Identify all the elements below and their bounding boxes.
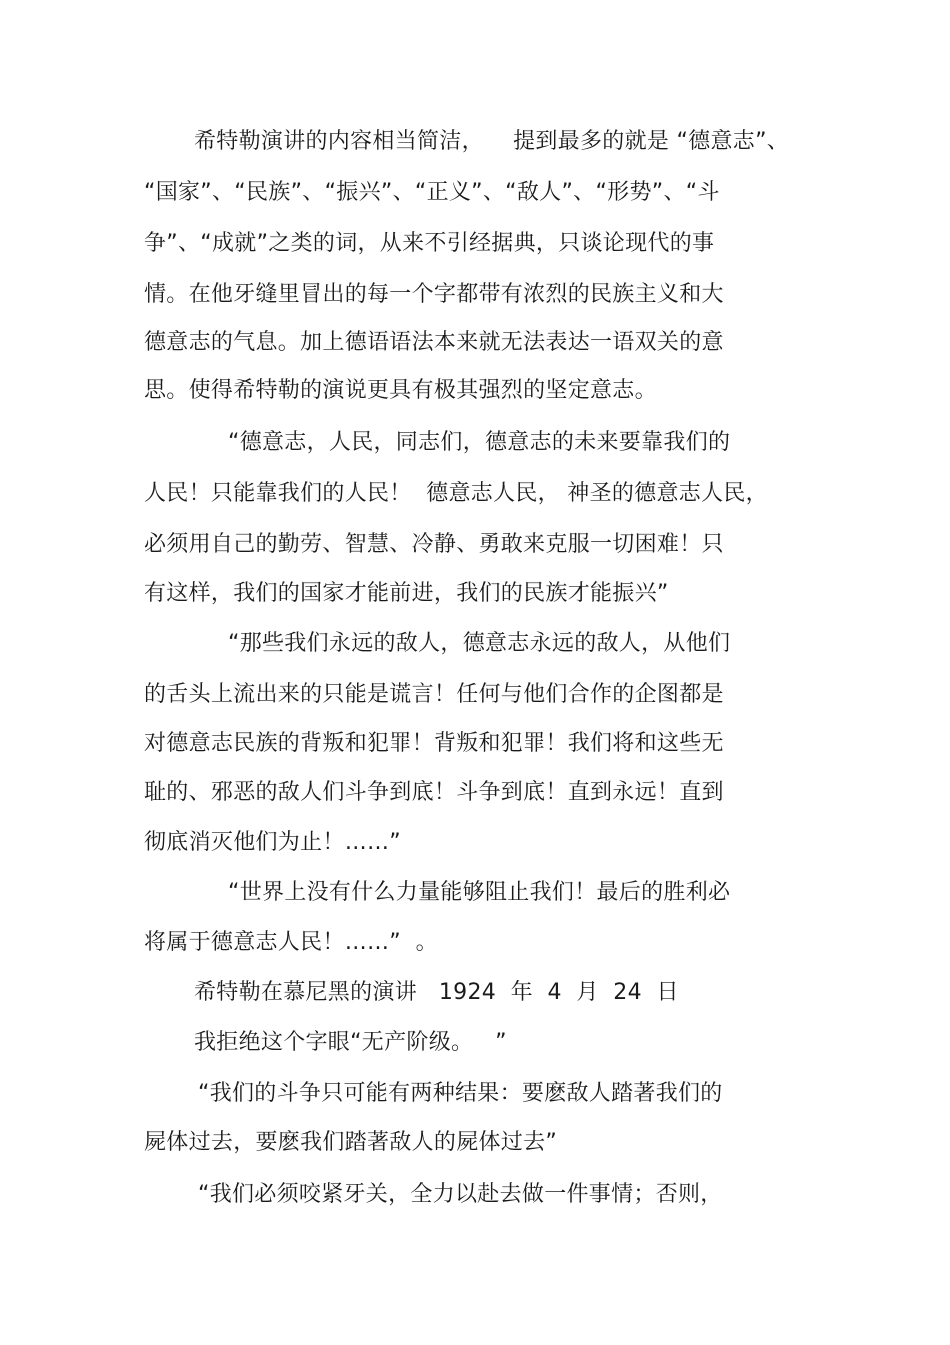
paragraph-line: 德意志的气息。加上德语语法本来就无法表达一语双关的意 bbox=[144, 330, 724, 355]
paragraph-line: “国家”、“民族”、“振兴”、“正义”、“敌人”、“形势”、“斗 bbox=[144, 180, 720, 205]
quote-line: 彻底消灭他们为止！……” bbox=[144, 830, 401, 855]
paragraph-line: 情。在他牙缝里冒出的每一个字都带有浓烈的民族主义和大 bbox=[144, 282, 724, 307]
quote-line: “德意志，人民，同志们，德意志的未来要靠我们的 bbox=[228, 430, 731, 455]
quote-line: 必须用自己的勤劳、智慧、冷静、勇敢来克服一切困难！只 bbox=[144, 532, 724, 557]
quote-line: 将属于德意志人民！……” 。 bbox=[144, 930, 438, 955]
quote-line: 的舌头上流出来的只能是谎言！任何与他们合作的企图都是 bbox=[144, 682, 724, 707]
quote-line: 人民！只能靠我们的人民！ 德意志人民， 神圣的德意志人民， bbox=[144, 481, 768, 506]
quote-line: 屍体过去，要麽我们踏著敌人的屍体过去” bbox=[144, 1130, 558, 1155]
quote-line: 对德意志民族的背叛和犯罪！背叛和犯罪！我们将和这些无 bbox=[144, 731, 724, 756]
paragraph-line: 希特勒演讲的内容相当简洁， 提到最多的就是 “德意志”、 bbox=[194, 129, 790, 154]
paragraph-line: 思。使得希特勒的演说更具有极其强烈的坚定意志。 bbox=[144, 378, 657, 403]
quote-line: 有这样，我们的国家才能前进，我们的民族才能振兴” bbox=[144, 581, 669, 606]
paragraph-line: 争”、“成就”之类的词，从来不引经据典，只谈论现代的事 bbox=[144, 231, 715, 256]
speech-caption: 希特勒在慕尼黑的演讲 1924 年 4 月 24 日 bbox=[194, 980, 679, 1005]
paragraph-line: 我拒绝这个字眼“无产阶级。 ” bbox=[194, 1030, 507, 1055]
quote-line: “世界上没有什么力量能够阻止我们！最后的胜利必 bbox=[228, 880, 731, 905]
quote-line: “我们的斗争只可能有两种结果：要麽敌人踏著我们的 bbox=[198, 1081, 723, 1106]
quote-line: 耻的、邪恶的敌人们斗争到底！斗争到底！直到永远！直到 bbox=[144, 780, 724, 805]
quote-line: “那些我们永远的敌人，德意志永远的敌人，从他们 bbox=[228, 631, 731, 656]
quote-line: “我们必须咬紧牙关，全力以赴去做一件事情；否则， bbox=[198, 1182, 723, 1207]
